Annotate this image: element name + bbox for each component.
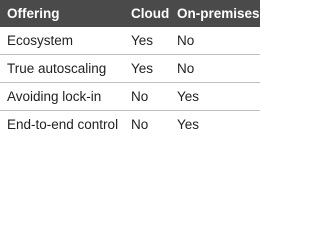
header-on-premises: On-premises bbox=[177, 6, 260, 21]
header-row bbox=[0, 0, 260, 27]
on-premises-cell: No bbox=[170, 27, 260, 55]
table-row bbox=[0, 83, 260, 111]
offering-cell: Avoiding lock-in bbox=[0, 83, 124, 111]
offering-cell: Ecosystem bbox=[0, 27, 124, 55]
table-row bbox=[0, 27, 260, 55]
table-header bbox=[0, 0, 260, 27]
offering-cell: True autoscaling bbox=[0, 55, 124, 83]
table-body bbox=[0, 27, 260, 138]
on-premises-cell: Yes bbox=[170, 83, 260, 111]
cloud-cell: No bbox=[131, 117, 149, 132]
header-cloud: Cloud bbox=[131, 6, 170, 21]
comparison-table-container bbox=[0, 0, 260, 138]
cloud-cell: Yes bbox=[124, 27, 170, 55]
table-row bbox=[0, 55, 260, 83]
table-row bbox=[0, 111, 260, 139]
offering-cell: End-to-end control bbox=[7, 117, 119, 132]
on-premises-cell: No bbox=[170, 55, 260, 83]
comparison-table bbox=[0, 0, 260, 138]
cloud-cell: Yes bbox=[124, 55, 170, 83]
header-offering: Offering bbox=[7, 6, 60, 21]
on-premises-cell: Yes bbox=[177, 117, 200, 132]
cloud-cell: No bbox=[124, 83, 170, 111]
